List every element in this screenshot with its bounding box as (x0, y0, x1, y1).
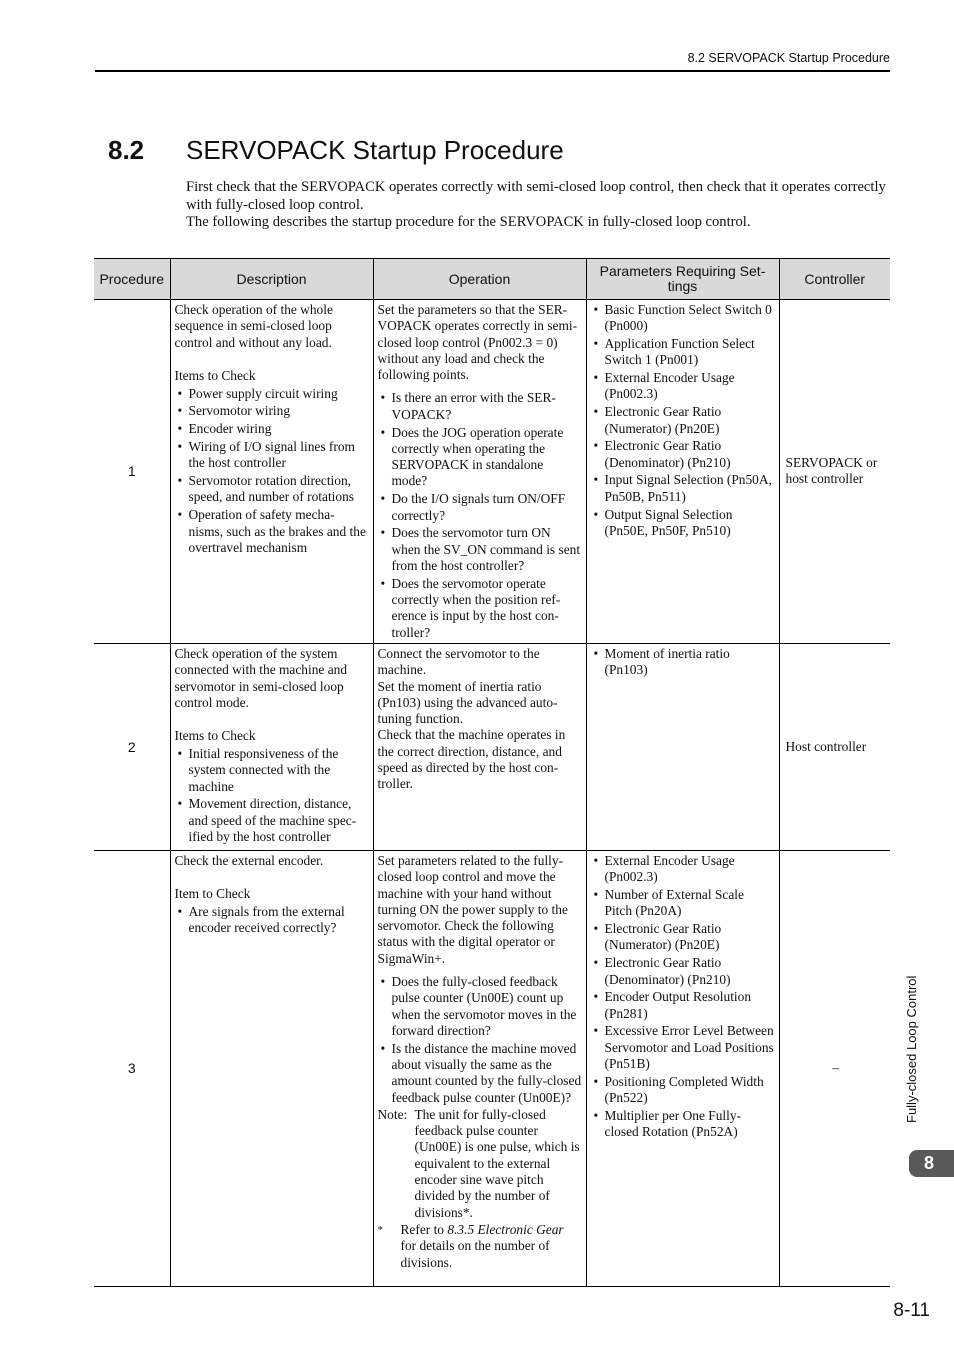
operation-checklist (378, 390, 582, 640)
intro-paragraph: First check that the SERVOPACK operates correctly with semi-closed loop control, then check that it operates correctly with fully-closed loop control. (186, 179, 886, 213)
list-item: • Electronic Gear Ratio (Denominator) (Pn210) (591, 955, 775, 988)
operation-cell (373, 643, 586, 850)
items-label: Items to Check (174, 728, 256, 744)
table-row (94, 850, 890, 1286)
operation-text: Set parameters related to the fully-closed loop control and move the machine with your hand without turning ON the power supply to the servomotor. Check the following status with the digital operator or SigmaWin+. (377, 852, 568, 966)
list-item: • Does the JOG operation operate correctly when operating the SERVOPACK in standalone mode? (378, 425, 582, 490)
procedure-number: 2 (94, 643, 170, 850)
parameters-list (591, 302, 775, 539)
list-item: • Movement direction, distance, and speed of the machine spec-ified by the host controller (175, 796, 369, 845)
parameters-cell (586, 300, 779, 644)
intro-text (186, 179, 896, 232)
list-item: • Number of External Scale Pitch (Pn20A) (591, 887, 775, 920)
controller-cell: SERVOPACK or host controller (779, 300, 890, 644)
description-cell (170, 850, 373, 1286)
footnote-text: Refer to (400, 1221, 444, 1237)
description-text: Check the external encoder. (174, 852, 324, 868)
list-item: • Multiplier per One Fully-closed Rotation (Pn52A) (591, 1108, 775, 1141)
list-item: • Servomotor rotation direction, speed, and number of rotations (175, 473, 369, 506)
list-item: • Wiring of I/O signal lines from the host controller (175, 439, 369, 472)
list-item: • Application Function Select Switch 1 (Pn001) (591, 336, 775, 369)
list-item: • Electronic Gear Ratio (Numerator) (Pn20E) (591, 921, 775, 954)
list-item: • Electronic Gear Ratio (Denominator) (Pn210) (591, 438, 775, 471)
header-procedure: Procedure (94, 259, 170, 300)
list-item: • Basic Function Select Switch 0 (Pn000) (591, 302, 775, 335)
list-item: • Is the distance the machine moved about visually the same as the amount counted by the fully-closed feedback pulse counter (Un00E)? (378, 1041, 582, 1106)
note-text: The unit for fully-closed feedback pulse counter (Un00E) is one pulse, which is equivalent to the external encoder sine wave pitch divided by the number of divisions*. (414, 1106, 580, 1220)
operation-paragraph: Check that the machine operates in the correct direction, distance, and speed as directed by the host con-troller. (377, 727, 566, 792)
table-row (94, 300, 890, 644)
note-label: Note: (377, 1106, 408, 1122)
intro-paragraph: The following describes the startup procedure for the SERVOPACK in fully-closed loop control. (186, 214, 751, 230)
controller-cell: – (779, 850, 890, 1286)
table-header-row (94, 259, 890, 300)
list-item: • Encoder wiring (175, 421, 369, 437)
operation-paragraph: Connect the servomotor to the machine. (377, 645, 540, 678)
table-row (94, 643, 890, 850)
description-text: Check operation of the system connected with the machine and servomotor in semi-closed loop control mode. (174, 645, 348, 710)
items-list (175, 746, 369, 845)
description-cell (170, 643, 373, 850)
header-description: Description (170, 259, 373, 300)
procedure-number: 3 (94, 850, 170, 1286)
parameters-list (591, 853, 775, 1141)
section-number: 8.2 (108, 135, 145, 165)
operation-note (378, 1107, 582, 1221)
list-item: • Electronic Gear Ratio (Numerator) (Pn20E) (591, 404, 775, 437)
parameters-cell (586, 850, 779, 1286)
section-title: SERVOPACK Startup Procedure (186, 135, 564, 165)
operation-checklist (378, 974, 582, 1106)
operation-footnote (378, 1222, 582, 1271)
footnote-reference-link[interactable]: 8.3.5 Electronic Gear (447, 1221, 564, 1237)
list-item: • Servomotor wiring (175, 403, 369, 419)
list-item: • Does the servomotor turn ON when the SV_ON command is sent from the host controller? (378, 525, 582, 574)
procedure-table (94, 258, 890, 1287)
list-item: • Do the I/O signals turn ON/OFF correctly? (378, 491, 582, 524)
header-parameters: Parameters Requiring Set-tings (586, 259, 779, 300)
items-label: Item to Check (174, 886, 251, 902)
list-item: • Power supply circuit wiring (175, 386, 369, 402)
chapter-tab[interactable]: 8 (909, 1150, 954, 1177)
page-number: 8-11 (893, 1300, 930, 1321)
procedure-number: 1 (94, 300, 170, 644)
controller-cell: Host controller (779, 643, 890, 850)
list-item: • External Encoder Usage (Pn002.3) (591, 853, 775, 886)
parameters-cell (586, 643, 779, 850)
list-item: • Does the servomotor operate correctly when the position ref-erence is input by the host con-troller? (378, 576, 582, 641)
description-cell (170, 300, 373, 644)
list-item: • Positioning Completed Width (Pn522) (591, 1074, 775, 1107)
footnote-mark: * (377, 1223, 383, 1236)
list-item: • Encoder Output Resolution (Pn281) (591, 989, 775, 1022)
list-item: • Output Signal Selection (Pn50E, Pn50F, Pn510) (591, 507, 775, 540)
description-text: Check operation of the whole sequence in semi-closed loop control and without any load. (174, 302, 333, 350)
list-item: • Are signals from the external encoder received correctly? (175, 904, 369, 937)
list-item: • Excessive Error Level Between Servomotor and Load Positions (Pn51B) (591, 1023, 775, 1072)
items-list (175, 904, 369, 937)
list-item: • Moment of inertia ratio (Pn103) (591, 646, 775, 679)
operation-text: Set the parameters so that the SER-VOPACK operates correctly in semi-closed loop control (Pn002.3 = 0) without any load and check the following points. (377, 302, 578, 383)
section-heading (108, 130, 564, 170)
header-operation: Operation (373, 259, 586, 300)
items-list (175, 386, 369, 556)
list-item: • External Encoder Usage (Pn002.3) (591, 370, 775, 403)
side-tab-label: Fully-closed Loop Control (904, 975, 919, 1123)
list-item: • Initial responsiveness of the system connected with the machine (175, 746, 369, 795)
operation-cell (373, 850, 586, 1286)
parameters-list (591, 646, 775, 679)
running-header: 8.2 SERVOPACK Startup Procedure (95, 50, 890, 72)
list-item: • Operation of safety mecha-nisms, such as the brakes and the overtravel mechanism (175, 507, 369, 556)
list-item: • Is there an error with the SER-VOPACK? (378, 390, 582, 423)
header-controller: Controller (779, 259, 890, 300)
operation-cell (373, 300, 586, 644)
operation-paragraph: Set the moment of inertia ratio (Pn103) using the advanced auto-tuning function. (377, 678, 558, 727)
footnote-text: for details on the number of divisions. (400, 1238, 550, 1270)
list-item: • Input Signal Selection (Pn50A, Pn50B, Pn511) (591, 472, 775, 505)
items-label: Items to Check (174, 367, 256, 383)
list-item: • Does the fully-closed feedback pulse counter (Un00E) count up when the servomotor moves in the forward direction? (378, 974, 582, 1039)
